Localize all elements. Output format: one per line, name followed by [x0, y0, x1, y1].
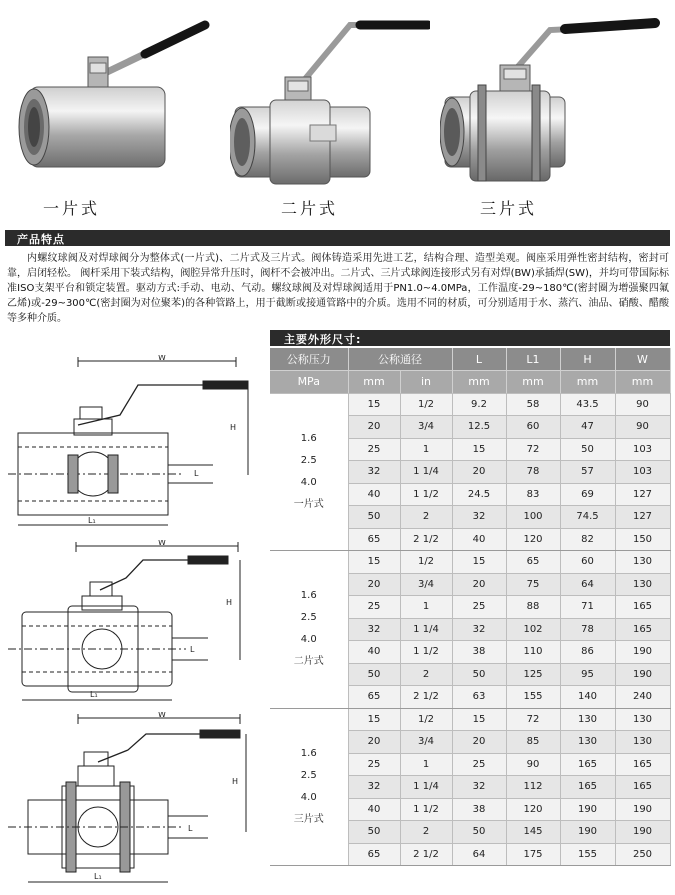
- header-l: L: [452, 348, 506, 371]
- pressure-value: 1.6: [300, 432, 317, 444]
- h-label: H: [230, 423, 237, 432]
- table-header-row: [270, 348, 670, 371]
- table-cell: 3/4: [400, 731, 452, 754]
- features-text: 内螺纹球阀及对焊球阀分为整体式(一片式)、二片式及三片式。阀体铸造采用先进工艺，结构合理、造型美观。阀座采用弹性密封结构，密封可靠，启闭轻松。 阀杆采用下装式结构，阀腔异常升压时，阀杆不会被冲出。二片式、三片式球阀连接形式另有对焊(BW)承插焊(SW)，并均可带国际标准ISO支架平台和锁定装置。驱动方式:手动、电动、气动。螺纹球阀及对焊球阀适用于PN1.0~4.0MPa，工作温度-29~180℃(密封圈为增强聚四氟乙烯)或-29~300℃(密封圈为对位聚苯)的各种管路上，用于截断或接通管路中的介质。选用不同的材质，可分别适用于水、蒸汽、油品、硝酸、醋酸等多种介质。: [7, 253, 669, 324]
- table-cell: 24.5: [452, 483, 506, 506]
- unit-mm: mm: [348, 371, 400, 394]
- pressure-type-cell: [270, 708, 348, 866]
- l1-label: L₁: [94, 872, 102, 881]
- l-label: L: [194, 469, 199, 478]
- l1-label: L₁: [90, 690, 98, 699]
- table-cell: 130: [615, 708, 670, 731]
- table-cell: 130: [615, 551, 670, 574]
- unit-mm: mm: [506, 371, 560, 394]
- table-cell: 9.2: [452, 393, 506, 416]
- table-cell: 65: [348, 686, 400, 709]
- table-body: [270, 393, 670, 866]
- h-label: H: [232, 777, 239, 786]
- pressure-value: 1.6: [300, 747, 317, 759]
- table-cell: 50: [348, 663, 400, 686]
- table-cell: 25: [452, 596, 506, 619]
- table-cell: 40: [348, 798, 400, 821]
- table-cell: 25: [452, 753, 506, 776]
- table-cell: 190: [560, 798, 615, 821]
- pressure-type-cell: [270, 551, 348, 709]
- table-cell: 15: [348, 708, 400, 731]
- caption-one-piece: 一片式: [43, 199, 101, 218]
- table-cell: 130: [615, 573, 670, 596]
- pressure-type-cell: [270, 393, 348, 551]
- table-cell: 140: [560, 686, 615, 709]
- pressure-value: 2.5: [300, 454, 317, 466]
- table-cell: 85: [506, 731, 560, 754]
- table-cell: 2 1/2: [400, 843, 452, 866]
- table-cell: 78: [560, 618, 615, 641]
- table-cell: 25: [348, 596, 400, 619]
- table-cell: 12.5: [452, 416, 506, 439]
- table-cell: 72: [506, 438, 560, 461]
- table-cell: 3/4: [400, 416, 452, 439]
- table-cell: 32: [348, 776, 400, 799]
- table-cell: 57: [560, 461, 615, 484]
- table-cell: 47: [560, 416, 615, 439]
- table-cell: 1/2: [400, 551, 452, 574]
- table-cell: 32: [348, 618, 400, 641]
- valve-type-label: 三片式: [293, 813, 324, 825]
- h-label: H: [226, 598, 233, 607]
- table-cell: 50: [560, 438, 615, 461]
- table-cell: 240: [615, 686, 670, 709]
- table-cell: 20: [348, 731, 400, 754]
- table-cell: 1/2: [400, 393, 452, 416]
- table-cell: 95: [560, 663, 615, 686]
- caption-three-piece: 三片式: [480, 199, 538, 218]
- table-cell: 32: [452, 506, 506, 529]
- table-cell: 1: [400, 596, 452, 619]
- table-cell: 65: [506, 551, 560, 574]
- pressure-value: 2.5: [300, 769, 317, 781]
- table-cell: 20: [348, 573, 400, 596]
- pressure-value: 4.0: [300, 476, 317, 488]
- table-cell: 102: [506, 618, 560, 641]
- table-cell: 38: [452, 641, 506, 664]
- table-cell: 90: [506, 753, 560, 776]
- table-cell: 40: [452, 528, 506, 551]
- table-cell: 64: [452, 843, 506, 866]
- unit-in: in: [400, 371, 452, 394]
- table-cell: 32: [348, 461, 400, 484]
- table-cell: 2: [400, 821, 452, 844]
- l-label: L: [188, 824, 193, 833]
- w-label: W: [158, 540, 166, 547]
- dimensions-header: [270, 330, 670, 346]
- table-cell: 74.5: [560, 506, 615, 529]
- table-cell: 130: [560, 731, 615, 754]
- table-cell: 75: [506, 573, 560, 596]
- pressure-value: 4.0: [300, 791, 317, 803]
- header-l1: L1: [506, 348, 560, 371]
- l1-label: L₁: [88, 516, 96, 525]
- table-cell: 1: [400, 753, 452, 776]
- table-cell: 50: [348, 506, 400, 529]
- table-cell: 190: [615, 663, 670, 686]
- table-cell: 71: [560, 596, 615, 619]
- three-piece-valve-photo: [440, 15, 665, 185]
- table-cell: 15: [452, 708, 506, 731]
- table-cell: 1 1/2: [400, 798, 452, 821]
- table-cell: 25: [348, 438, 400, 461]
- table-row: [270, 393, 670, 416]
- drawing-one-piece: [8, 355, 263, 534]
- table-cell: 250: [615, 843, 670, 866]
- table-cell: 150: [615, 528, 670, 551]
- table-cell: 1 1/4: [400, 618, 452, 641]
- table-cell: 1: [400, 438, 452, 461]
- header-w: W: [615, 348, 670, 371]
- table-cell: 15: [348, 551, 400, 574]
- table-cell: 20: [348, 416, 400, 439]
- table-cell: 155: [560, 843, 615, 866]
- table-cell: 60: [560, 551, 615, 574]
- table-cell: 165: [560, 776, 615, 799]
- table-cell: 2 1/2: [400, 686, 452, 709]
- valve-type-label: 二片式: [293, 656, 324, 668]
- table-cell: 25: [348, 753, 400, 776]
- table-cell: 69: [560, 483, 615, 506]
- table-row: [270, 551, 670, 574]
- table-cell: 1 1/2: [400, 483, 452, 506]
- table-cell: 190: [615, 798, 670, 821]
- table-cell: 32: [452, 776, 506, 799]
- table-cell: 1 1/2: [400, 641, 452, 664]
- table-cell: 103: [615, 438, 670, 461]
- table-cell: 100: [506, 506, 560, 529]
- two-piece-valve-photo: [230, 15, 430, 185]
- table-unit-row: [270, 371, 670, 394]
- table-cell: 130: [560, 708, 615, 731]
- unit-mpa: MPa: [270, 371, 348, 394]
- table-cell: 130: [615, 731, 670, 754]
- drawing-three-piece: [8, 712, 263, 891]
- l-label: L: [190, 645, 195, 654]
- table-cell: 110: [506, 641, 560, 664]
- table-cell: 65: [348, 843, 400, 866]
- table-cell: 165: [615, 776, 670, 799]
- table-cell: 1/2: [400, 708, 452, 731]
- table-cell: 2: [400, 506, 452, 529]
- table-cell: 127: [615, 483, 670, 506]
- table-cell: 72: [506, 708, 560, 731]
- table-cell: 20: [452, 461, 506, 484]
- valve-type-label: 一片式: [293, 498, 324, 510]
- table-cell: 155: [506, 686, 560, 709]
- table-cell: 190: [560, 821, 615, 844]
- table-cell: 90: [615, 393, 670, 416]
- table-cell: 65: [348, 528, 400, 551]
- features-title: 产品特点: [17, 233, 65, 246]
- table-cell: 40: [348, 641, 400, 664]
- table-cell: 38: [452, 798, 506, 821]
- table-cell: 165: [615, 753, 670, 776]
- table-cell: 103: [615, 461, 670, 484]
- table-cell: 60: [506, 416, 560, 439]
- table-cell: 120: [506, 798, 560, 821]
- table-cell: 125: [506, 663, 560, 686]
- pressure-value: 2.5: [300, 612, 317, 624]
- table-cell: 64: [560, 573, 615, 596]
- table-cell: 190: [615, 821, 670, 844]
- table-cell: 63: [452, 686, 506, 709]
- unit-mm: mm: [452, 371, 506, 394]
- table-cell: 32: [452, 618, 506, 641]
- table-cell: 165: [615, 618, 670, 641]
- table-cell: 50: [348, 821, 400, 844]
- table-cell: 83: [506, 483, 560, 506]
- table-cell: 2: [400, 663, 452, 686]
- table-cell: 15: [452, 551, 506, 574]
- table-cell: 1 1/4: [400, 776, 452, 799]
- caption-two-piece: 二片式: [281, 199, 339, 218]
- table-cell: 50: [452, 663, 506, 686]
- unit-mm: mm: [560, 371, 615, 394]
- w-label: W: [158, 712, 166, 719]
- table-cell: 78: [506, 461, 560, 484]
- pressure-value: 1.6: [300, 590, 317, 602]
- table-cell: 86: [560, 641, 615, 664]
- header-h: H: [560, 348, 615, 371]
- w-label: W: [158, 355, 166, 362]
- dimensions-table: [270, 348, 671, 866]
- table-cell: 175: [506, 843, 560, 866]
- features-header: [5, 230, 670, 246]
- table-row: [270, 708, 670, 731]
- table-cell: 15: [452, 438, 506, 461]
- table-cell: 165: [560, 753, 615, 776]
- table-cell: 88: [506, 596, 560, 619]
- table-cell: 190: [615, 641, 670, 664]
- pressure-value: 4.0: [300, 634, 317, 646]
- table-cell: 1 1/4: [400, 461, 452, 484]
- table-cell: 20: [452, 731, 506, 754]
- table-cell: 40: [348, 483, 400, 506]
- table-cell: 58: [506, 393, 560, 416]
- drawing-two-piece: [8, 540, 263, 714]
- table-cell: 90: [615, 416, 670, 439]
- table-cell: 82: [560, 528, 615, 551]
- table-cell: 15: [348, 393, 400, 416]
- unit-mm: mm: [615, 371, 670, 394]
- table-cell: 3/4: [400, 573, 452, 596]
- header-bore: 公称通径: [348, 348, 452, 371]
- table-cell: 165: [615, 596, 670, 619]
- one-piece-valve-photo: [10, 15, 210, 175]
- dimensions-title: 主要外形尺寸:: [284, 333, 362, 346]
- table-cell: 50: [452, 821, 506, 844]
- table-cell: 112: [506, 776, 560, 799]
- table-cell: 145: [506, 821, 560, 844]
- table-cell: 2 1/2: [400, 528, 452, 551]
- table-cell: 43.5: [560, 393, 615, 416]
- table-cell: 127: [615, 506, 670, 529]
- table-cell: 20: [452, 573, 506, 596]
- table-cell: 120: [506, 528, 560, 551]
- header-pressure: 公称压力: [270, 348, 348, 371]
